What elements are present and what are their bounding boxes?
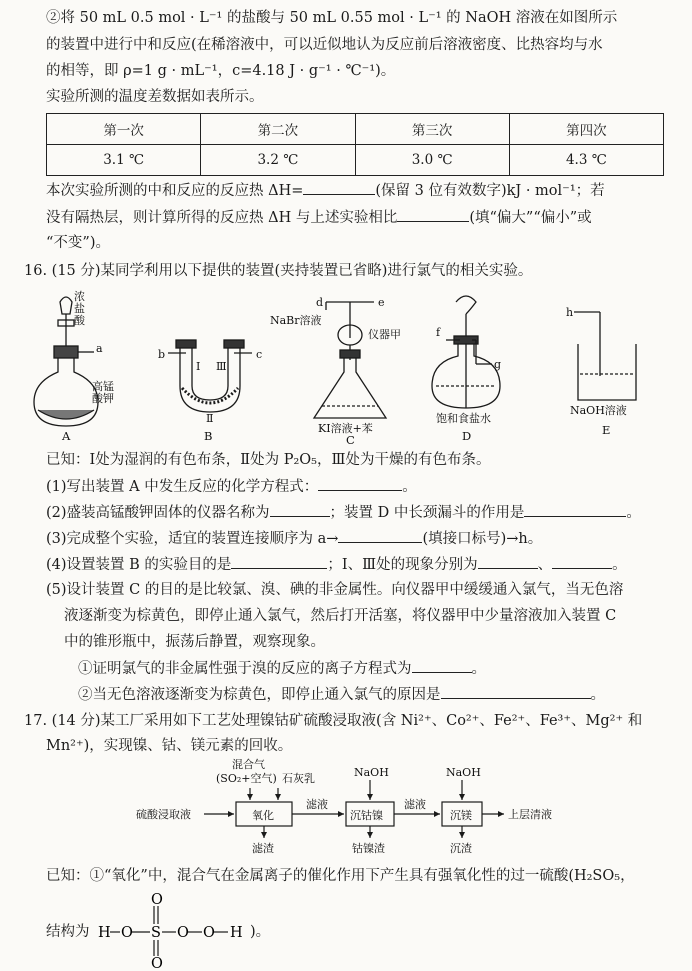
- atom-h: H: [98, 925, 111, 941]
- label-acid: 盐: [74, 302, 85, 315]
- table-header: 第一次: [47, 114, 201, 145]
- flow-box3-label: 沉镁: [450, 809, 472, 822]
- label-acid: 浓: [74, 290, 85, 303]
- flow-naoh-2: NaOH: [446, 766, 481, 779]
- atom-o: O: [151, 892, 163, 908]
- table-row: [47, 145, 664, 176]
- table-header: 第二次: [201, 114, 355, 145]
- q16-text: (填接口标号)→h。: [422, 531, 543, 547]
- flow-filtrate-2: 滤液: [404, 798, 426, 811]
- intro-line-3: 的相等，即 ρ=1 g · mL⁻¹，c=4.18 J · g⁻¹ · ℃⁻¹)。: [46, 63, 396, 79]
- q17-stem-1: 17. (14 分)某工厂采用如下工艺处理镍钴矿硫酸浸取液(含 Ni²⁺、Co²⁺、Fe²⁺、Fe³⁺、Mg²⁺ 和: [24, 713, 643, 729]
- q16-text: (3)完成整个实验，适宜的装置连接顺序为 a→: [46, 531, 339, 547]
- q15-text: 本次实验所测的中和反应的反应热 ΔH=: [46, 183, 304, 199]
- port-d: d: [316, 296, 324, 309]
- label-ki: KI溶液+苯: [318, 422, 373, 435]
- table-header: 第四次: [509, 114, 663, 145]
- mark-iii: Ⅲ: [216, 360, 227, 373]
- q15-text: (保留 3 位有效数字)kJ · mol⁻¹；若: [375, 183, 605, 199]
- intro-line-1: ②将 50 mL 0.5 mol · L⁻¹ 的盐酸与 50 mL 0.55 mol · L⁻¹ 的 NaOH 溶液在如图所示: [46, 10, 618, 26]
- q16-sub-5-d: ①证明氯气的非金属性强于溴的反应的离子方程式为 。: [78, 658, 486, 679]
- atom-o: O: [203, 925, 215, 941]
- q16-text: (2)盛装高锰酸钾固体的仪器名称为: [46, 505, 270, 521]
- q16-sub-5-a: (5)设计装置 C 的目的是比较氯、溴、碘的非金属性。向仪器甲中缓缓通入氯气，当无色溶: [46, 582, 624, 598]
- q16-sub-3: [46, 528, 542, 549]
- label-nabr: NaBr溶液: [270, 314, 322, 327]
- flow-residue-3: 沉渣: [450, 842, 472, 855]
- table-cell: 4.3 ℃: [509, 145, 663, 176]
- flow-box2-label: 沉钴镍: [350, 809, 383, 822]
- caption-a: A: [62, 429, 71, 443]
- q16-text: (4)设置装置 B 的实验目的是: [46, 557, 232, 573]
- apparatus-d: [432, 296, 500, 408]
- answer-blank[interactable]: [552, 554, 612, 569]
- table-header-row: [47, 114, 664, 145]
- label-device: 仪器甲: [368, 328, 401, 341]
- temperature-table: [46, 113, 664, 176]
- q16-stem: 16. (15 分)某同学利用以下提供的装置(夹持装置已省略)进行氯气的相关实验。: [24, 263, 533, 279]
- flow-residue-2: 钴镍渣: [352, 842, 385, 855]
- label-brine: 饱和食盐水: [436, 412, 491, 425]
- intro-line-2: 的装置中进行中和反应(在稀溶液中，可以近似地认为反应前后溶液密度、比热容均与水: [46, 37, 603, 53]
- q16-text: ①证明氯气的非金属性强于溴的反应的离子方程式为: [78, 661, 412, 677]
- flow-input: 硫酸浸取液: [136, 808, 191, 821]
- q15-answer-line-2: [46, 207, 592, 228]
- atom-o: O: [121, 925, 133, 941]
- answer-blank[interactable]: [270, 502, 330, 517]
- answer-blank[interactable]: [397, 207, 469, 222]
- flow-mix-gas: 混合气: [232, 758, 265, 771]
- q16-sub-5-e: ②当无色溶液逐渐变为棕黄色，即停止通入氯气的原因是 。: [78, 684, 605, 705]
- caption-e: E: [602, 423, 611, 437]
- label-acid: 酸: [74, 314, 85, 327]
- q16-sub-1: (1)写出装置 A 中发生反应的化学方程式： 。: [46, 476, 417, 497]
- structure-end: )。: [250, 924, 271, 940]
- mark-i: Ⅰ: [196, 360, 201, 373]
- q16-text: (1)写出装置 A 中发生反应的化学方程式：: [46, 479, 319, 495]
- apparatus-e: [574, 312, 636, 400]
- q16-text: ；Ⅰ、Ⅲ处的现象分别为: [327, 557, 478, 573]
- q16-sub-5-b: 液逐渐变为棕黄色，即停止通入氯气，然后打开活塞，将仪器甲中少量溶液加入装置 C: [64, 608, 617, 624]
- q16-text: ；装置 D 中长颈漏斗的作用是: [329, 505, 525, 521]
- apparatus-c: [314, 302, 386, 418]
- atom-s: S: [151, 925, 161, 941]
- table-header: 第三次: [355, 114, 509, 145]
- q15-text: (填“偏大”“偏小”或: [469, 210, 592, 226]
- flow-box1-label: 氧化: [252, 809, 274, 822]
- q16-sub-4: (4)设置装置 B 的实验目的是 ；Ⅰ、Ⅲ处的现象分别为 、 。: [46, 554, 627, 575]
- label-solid: 酸钾: [92, 392, 114, 405]
- q16-sub-2: (2)盛装高锰酸钾固体的仪器名称为 ；装置 D 中长颈漏斗的作用是 。: [46, 502, 641, 523]
- answer-blank[interactable]: [478, 554, 538, 569]
- table-cell: 3.2 ℃: [201, 145, 355, 176]
- port-b: b: [158, 348, 166, 361]
- q15-answer-line-1: [46, 180, 605, 201]
- structure-lead: 结构为: [46, 924, 90, 940]
- q15-text: 没有隔热层，则计算所得的反应热 ΔH 与上述实验相比: [46, 210, 398, 226]
- answer-blank[interactable]: [338, 528, 422, 543]
- port-a: a: [96, 342, 103, 355]
- q17-stem-2: Mn²⁺)，实现镍、钴、镁元素的回收。: [46, 738, 293, 754]
- port-f: f: [436, 326, 441, 339]
- apparatus-a: [34, 297, 98, 426]
- label-naoh: NaOH溶液: [570, 404, 627, 417]
- answer-blank[interactable]: [441, 684, 591, 699]
- flow-lime: 石灰乳: [282, 772, 315, 785]
- answer-blank[interactable]: [303, 180, 375, 195]
- apparatus-figure: [0, 290, 692, 450]
- table-cell: 3.0 ℃: [355, 145, 509, 176]
- answer-blank[interactable]: [318, 476, 402, 491]
- flow-residue-1: 滤渣: [252, 842, 274, 855]
- atom-o: O: [177, 925, 189, 941]
- apparatus-b: [168, 340, 252, 412]
- q16-sub-5-c: 中的锥形瓶中，振荡后静置，观察现象。: [64, 634, 325, 650]
- port-h: h: [566, 306, 574, 319]
- table-cell: 3.1 ℃: [47, 145, 201, 176]
- q15-answer-line-3: “不变”)。: [46, 235, 110, 251]
- answer-blank[interactable]: [231, 554, 327, 569]
- port-g: g: [494, 358, 502, 371]
- flow-output: 上层清液: [508, 808, 552, 821]
- port-e: e: [378, 296, 385, 309]
- mark-ii: Ⅱ: [206, 412, 214, 425]
- atom-h: H: [230, 925, 243, 941]
- answer-blank[interactable]: [412, 658, 472, 673]
- answer-blank[interactable]: [524, 502, 626, 517]
- q16-known: 已知：Ⅰ处为湿润的有色布条，Ⅱ处为 P₂O₅，Ⅲ处为干燥的有色布条。: [46, 452, 491, 468]
- q16-text: ②当无色溶液逐渐变为棕黄色，即停止通入氯气的原因是: [78, 687, 441, 703]
- label-solid: 高锰: [92, 380, 114, 393]
- atom-o: O: [151, 956, 163, 970]
- port-c: c: [256, 348, 263, 361]
- caption-b: B: [204, 429, 213, 443]
- caption-d: D: [462, 429, 472, 443]
- flow-mix-gas-detail: (SO₂+空气): [216, 772, 277, 785]
- q17-known: 已知：①“氧化”中，混合气在金属离子的催化作用下产生具有强氧化性的过一硫酸(H₂SO₅，: [46, 868, 635, 884]
- flow-naoh-1: NaOH: [354, 766, 389, 779]
- intro-line-4: 实验所测的温度差数据如表所示。: [46, 89, 264, 105]
- process-flowchart: [0, 758, 692, 862]
- caption-c: C: [346, 433, 355, 447]
- flow-filtrate-1: 滤液: [306, 798, 328, 811]
